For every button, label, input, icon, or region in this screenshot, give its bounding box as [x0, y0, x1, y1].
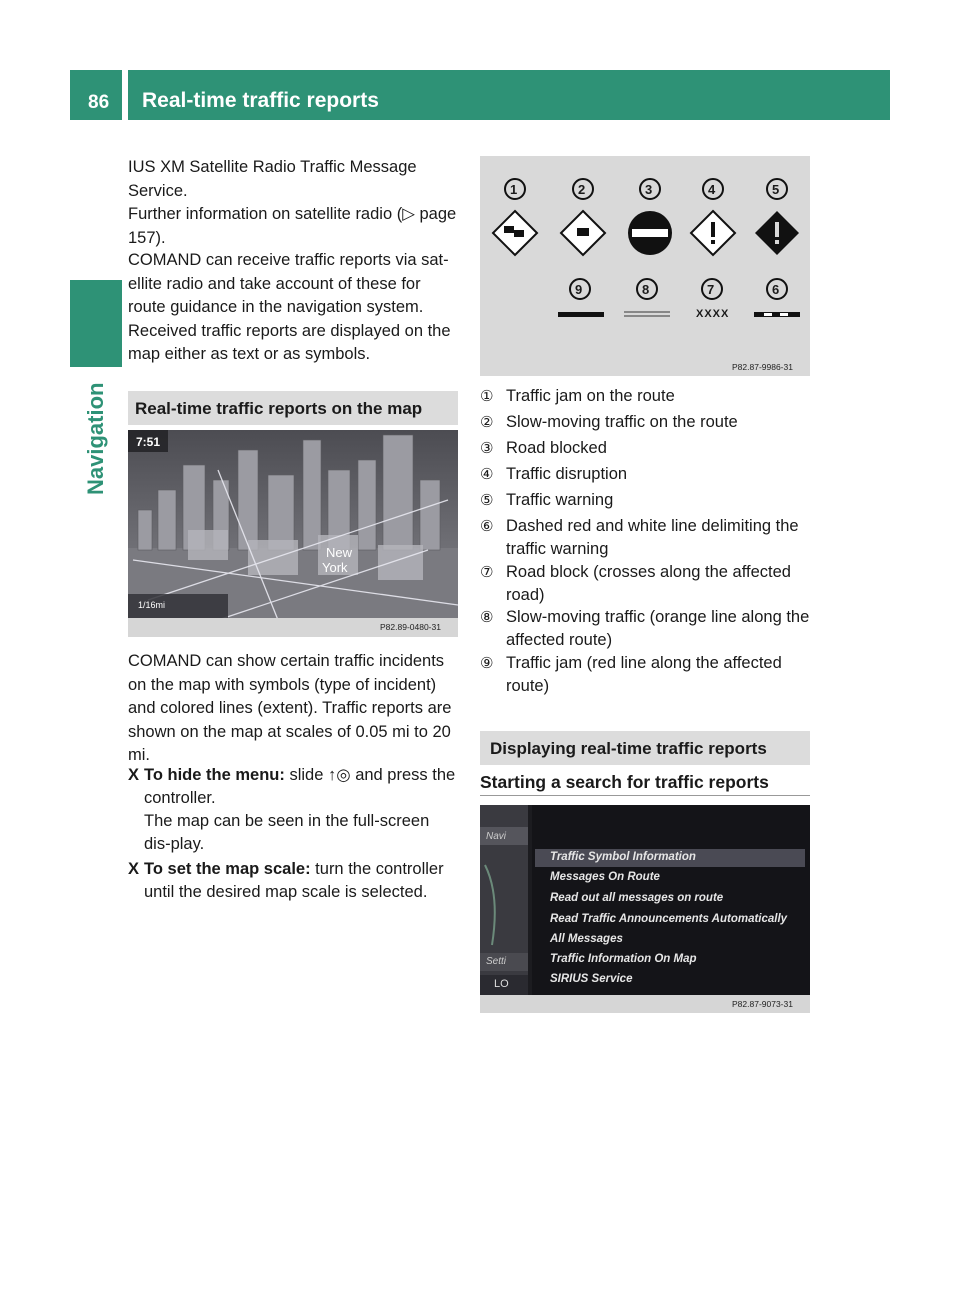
menu-item-traffic-info-on-map[interactable]: Traffic Information On Map — [550, 953, 697, 965]
arrow-icon: X — [128, 766, 140, 784]
bullet-map-scale — [128, 858, 460, 904]
bullet-bold: To set the map scale: — [144, 860, 311, 878]
menu-figure — [480, 805, 810, 1013]
red-line-icon — [558, 312, 604, 317]
intro-paragraph-2: Further information on satellite radio (▷ page 157). — [128, 205, 457, 247]
menu-item-read-out-messages[interactable]: Read out all messages on route — [550, 892, 724, 904]
symbol-num-6: 6 — [772, 282, 780, 297]
menu-left-label-lo: LO — [494, 978, 509, 990]
section-title-map: Real-time traffic reports on the map — [135, 399, 423, 418]
page-number: 86 — [88, 92, 110, 113]
legend-number: ⑥ — [480, 518, 494, 535]
legend-text: Traffic warning — [506, 491, 614, 509]
orange-line-icon — [624, 311, 670, 313]
side-tab-marker — [70, 280, 122, 367]
symbol-num-8: 8 — [642, 282, 650, 297]
map-figure-code: P82.89-0480-31 — [380, 622, 441, 632]
symbol-num-2: 2 — [578, 182, 586, 197]
bullet-hide-menu — [128, 764, 460, 856]
symbol-num-1: 1 — [510, 182, 518, 197]
legend-number: ⑤ — [480, 492, 494, 509]
menu-left-label-settings: Setti — [486, 956, 507, 967]
legend-number: ④ — [480, 466, 494, 483]
menu-screen-illustration — [480, 805, 810, 1013]
traffic-disruption-icon — [691, 211, 735, 255]
symbol-num-7: 7 — [707, 282, 715, 297]
arrow-icon: X — [128, 860, 140, 878]
menu-item-all-messages[interactable]: All Messages — [550, 933, 623, 945]
intro-paragraph-1: IUS XM Satellite Radio Traffic Message Service. — [128, 158, 417, 200]
dashed-line-icon — [754, 312, 800, 317]
legend-text: Road block (crosses along the affected road) — [506, 563, 791, 604]
page-title: Real-time traffic reports — [142, 89, 379, 112]
symbol-num-9: 9 — [575, 282, 583, 297]
legend-text: Road blocked — [506, 439, 607, 457]
slow-moving-traffic-icon — [561, 211, 605, 255]
legend-number: ⑨ — [480, 655, 494, 672]
map-city-label-2: York — [322, 560, 348, 575]
road-blocked-icon — [628, 211, 672, 255]
section-title-displaying: Displaying real-time traffic reports — [490, 739, 767, 758]
legend-text: Traffic jam (red line along the affected route) — [506, 654, 782, 695]
menu-item-traffic-symbol-information[interactable]: Traffic Symbol Information — [550, 851, 696, 863]
legend-number: ⑦ — [480, 564, 494, 581]
map-city-label-1: New — [326, 545, 353, 560]
subsection-title: Starting a search for traffic reports — [480, 772, 769, 792]
legend-number: ① — [480, 388, 494, 405]
legend-text: Slow-moving traffic (orange line along the affected route) — [506, 608, 810, 649]
symbol-num-5: 5 — [772, 182, 780, 197]
symbols-figure — [480, 156, 810, 376]
divider — [480, 795, 810, 796]
bullet-extra: The map can be seen in the full-screen dis-play. — [144, 812, 430, 853]
menu-item-sirius-service[interactable]: SIRIUS Service — [550, 973, 633, 985]
map-time: 7:51 — [136, 435, 161, 449]
symbol-num-3: 3 — [645, 182, 653, 197]
legend-text: Dashed red and white line delimiting the traffic warning — [506, 517, 799, 558]
map-scale: 1/16mi — [138, 600, 166, 610]
legend-number: ③ — [480, 440, 494, 457]
symbol-num-4: 4 — [708, 182, 716, 197]
bullet-text: turn the controller until the desired map scale is selected. — [144, 860, 444, 901]
city-map-illustration — [128, 430, 458, 637]
traffic-warning-icon — [755, 211, 799, 255]
legend-number: ⑧ — [480, 609, 494, 626]
map-paragraph: COMAND can show certain traffic incidents on the map with symbols (type of incident) and colored lines (extent). Traffic reports are shown on the map at scales of 0.05 mi to 20 mi. — [128, 652, 452, 764]
legend-text: Traffic jam on the route — [506, 387, 675, 405]
road-block-crosses-icon: XXXX — [696, 308, 730, 320]
traffic-jam-icon — [493, 211, 537, 255]
map-figure — [128, 430, 458, 637]
menu-item-read-announcements[interactable]: Read Traffic Announcements Automatically — [550, 913, 788, 925]
bullet-bold: To hide the menu: — [144, 766, 285, 784]
symbols-figure-code: P82.87-9986-31 — [732, 362, 793, 372]
side-tab-label: Navigation — [83, 382, 108, 495]
menu-figure-code: P82.87-9073-31 — [732, 999, 793, 1009]
legend-number: ② — [480, 414, 494, 431]
intro-paragraph-3: COMAND can receive traffic reports via sat-ellite radio and take account of these for route guidance in the navigation system. Received traffic reports are displayed on the map either as text or as symbols. — [128, 251, 451, 363]
legend-text: Traffic disruption — [506, 465, 628, 483]
menu-left-label-navi: Navi — [486, 831, 507, 842]
bullet-text: slide ↑◎ and press the controller. — [144, 766, 456, 807]
menu-item-messages-on-route[interactable]: Messages On Route — [550, 871, 660, 883]
legend-text: Slow-moving traffic on the route — [506, 413, 738, 431]
